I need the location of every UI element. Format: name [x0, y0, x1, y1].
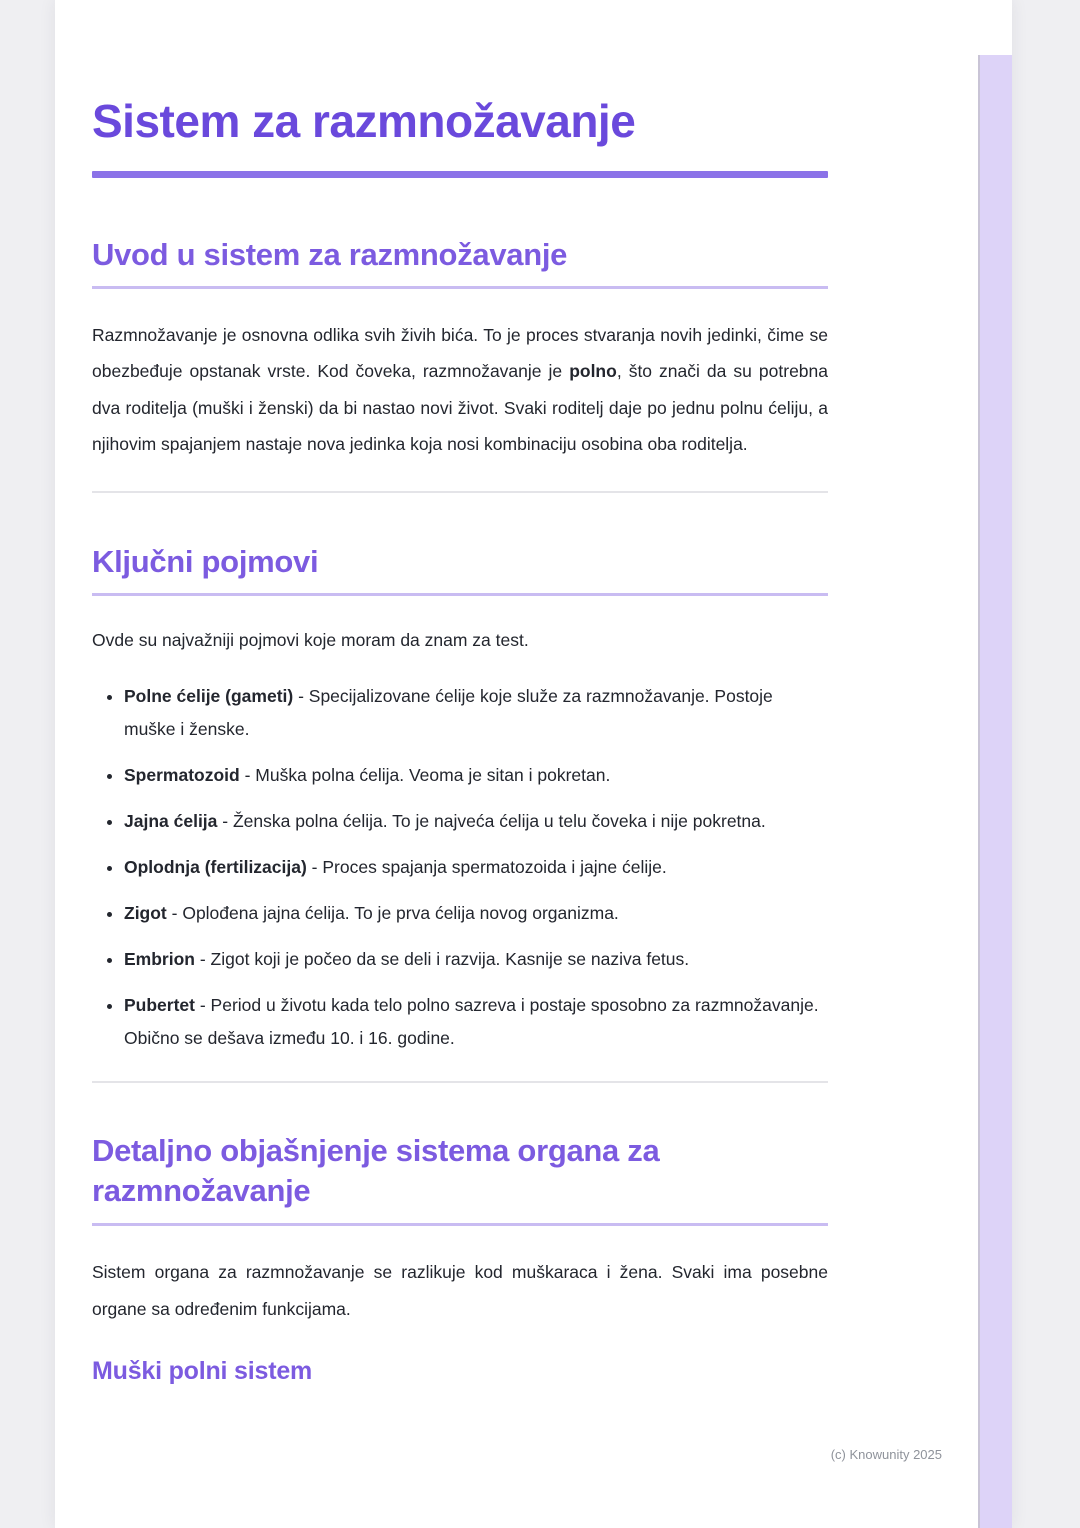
intro-paragraph [92, 317, 828, 463]
list-item [124, 759, 828, 792]
intro-text-after: , što znači da su potrebna dva roditelja (muški i ženski) da bi nastao novi život. Svaki roditelj daje po jednu polnu ćeliju, a njihovim spajanjem nastaje nova jedinka koja nosi kombinaciju osobina oba roditelja. [92, 361, 828, 455]
list-item [124, 897, 828, 930]
list-item [124, 989, 828, 1055]
section-rule-uvod [92, 286, 828, 289]
section-rule-pojmovi [92, 593, 828, 596]
term-description: Zigot koji je počeo da se deli i razvija. Kasnije se naziva fetus. [210, 949, 690, 970]
footer-credit: (c) Knowunity 2025 [830, 1447, 942, 1462]
term-description: Ženska polna ćelija. To je najveća ćelija u telu čoveka i nije pokretna. [232, 811, 766, 832]
list-item [124, 680, 828, 746]
terms-intro: Ovde su najvažniji pojmovi koje moram da znam za test. [92, 629, 529, 650]
term-separator: - [306, 857, 323, 878]
term-separator: - [239, 765, 256, 786]
term-description: Specijalizovane ćelije koje služe za razmnožavanje. Postoje muške i ženske. [124, 686, 773, 740]
term-separator: - [217, 811, 233, 832]
terms-list [92, 680, 828, 1055]
term-label: Embrion [124, 949, 195, 970]
term-label: Spermatozoid [124, 765, 240, 786]
term-description: Period u životu kada telo polno sazreva i postaje sposobno za razmnožavanje. Obično se dešava između 10. i 16. godine. [124, 995, 819, 1049]
term-label: Zigot [124, 903, 167, 924]
section-heading-pojmovi: Ključni pojmovi [92, 543, 319, 579]
term-separator: - [166, 903, 183, 924]
intro-text-before: Razmnožavanje je osnovna odlika svih živih bića. To je proces stvaranja novih jedinki, čime se obezbeđuje opstanak vrste. Kod čoveka, razmnožavanje je [92, 324, 828, 382]
section-divider-2 [92, 1081, 828, 1083]
term-label: Oplodnja (fertilizacija) [124, 857, 307, 878]
document-content [92, 0, 828, 1386]
term-label: Polne ćelije (gameti) [124, 686, 294, 707]
section-heading-detaljno: Detaljno objašnjenje sistema organa za razmnožavanje [92, 1133, 660, 1209]
list-item [124, 943, 828, 976]
term-label: Jajna ćelija [124, 811, 218, 832]
document-page [55, 0, 1012, 1528]
list-item [124, 851, 828, 884]
sub-heading-muski-polni-sistem: Muški polni sistem [92, 1357, 313, 1386]
section-heading-uvod: Uvod u sistem za razmnožavanje [92, 236, 568, 272]
term-description: Muška polna ćelija. Veoma je sitan i pokretan. [255, 765, 611, 786]
term-description: Oplođena jajna ćelija. To je prva ćelija novog organizma. [182, 903, 619, 924]
detail-paragraph: Sistem organa za razmnožavanje se razlikuje kod muškaraca i žena. Svaki ima posebne organe sa određenim funkcijama. [92, 1262, 828, 1319]
term-label: Pubertet [124, 995, 195, 1016]
intro-text-bold: polno [569, 361, 617, 382]
term-separator: - [194, 995, 211, 1016]
term-separator: - [293, 686, 309, 707]
term-description: Proces spajanja spermatozoida i jajne ćelije. [322, 857, 667, 878]
page-title: Sistem za razmnožavanje [92, 95, 636, 147]
section-divider-1 [92, 491, 828, 493]
title-rule [92, 171, 828, 178]
section-rule-detaljno [92, 1223, 828, 1226]
list-item [124, 805, 828, 838]
term-separator: - [194, 949, 211, 970]
page-edge-band [978, 55, 1012, 1528]
